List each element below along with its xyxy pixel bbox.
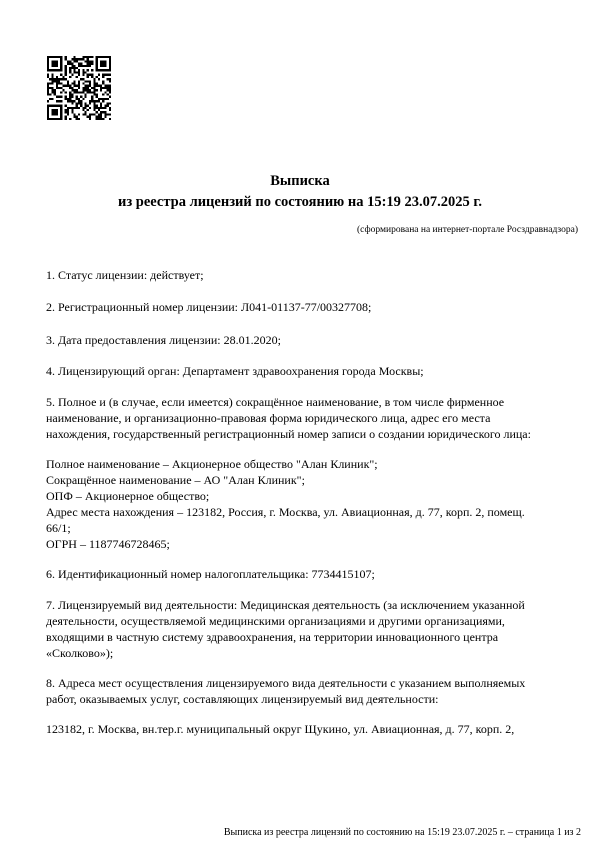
entity-address-line: Адрес места нахождения – 123182, Россия, г. Москва, ул. Авиационная, д. 77, корп. 2, помещ. [46,505,525,519]
entity-ogrn: ОГРН – 1187746728465; [46,537,170,551]
entity-legal-form: ОПФ – Акционерное общество; [46,489,210,503]
source-note: (сформирована на интернет-портале Росздравнадзора) [357,225,578,235]
address-line: 123182, г. Москва, вн.тер.г. муниципальный округ Щукино, ул. Авиационная, д. 77, корп. 2, [46,722,515,736]
entity-short-name: Сокращённое наименование – АО "Алан Клиник"; [46,473,305,487]
document-subtitle: из реестра лицензий по состоянию на 15:19 23.07.2025 г. [117,194,483,210]
item-inn: 6. Идентификационный номер налогоплательщика: 7734415107; [46,567,375,581]
qr-code-icon [47,56,111,120]
item-activity-line: входящими в частную систему здравоохранения, на территории инновационного центра [46,630,499,644]
item-activity-line: деятельности, осуществляемой медицинскими организациями и другими организациями, [46,614,505,628]
item-licensing-authority: 4. Лицензирующий орган: Департамент здравоохранения города Москвы; [46,364,424,378]
item-license-status: 1. Статус лицензии: действует; [46,268,204,282]
item-activity-line: «Сколково»); [46,646,114,660]
item-entity-heading-line: 5. Полное и (в случае, если имеется) сокращённое наименование, в том числе фирменное [46,395,505,409]
page-footer: Выписка из реестра лицензий по состоянию на 15:19 23.07.2025 г. – страница 1 из 2 [223,827,581,838]
item-addresses-line: работ, оказываемых услуг, составляющих лицензируемый вид деятельности: [46,692,439,706]
item-entity-heading-line: нахождения, государственный регистрационный номер записи о создании юридического лица: [46,427,531,441]
item-addresses-line: 8. Адреса мест осуществления лицензируемого вида деятельности с указанием выполняемых [46,676,526,690]
entity-full-name: Полное наименование – Акционерное общество "Алан Клиник"; [46,457,378,471]
entity-address-line: 66/1; [46,521,71,535]
item-activity-line: 7. Лицензируемый вид деятельности: Медицинская деятельность (за исключением указанной [46,598,525,612]
item-issue-date: 3. Дата предоставления лицензии: 28.01.2020; [46,333,281,347]
item-registration-number: 2. Регистрационный номер лицензии: Л041-01137-77/00327708; [46,300,372,314]
document-title: Выписка [270,173,330,189]
item-entity-heading-line: наименование, и организационно-правовая форма юридического лица, адрес его места [46,411,491,425]
